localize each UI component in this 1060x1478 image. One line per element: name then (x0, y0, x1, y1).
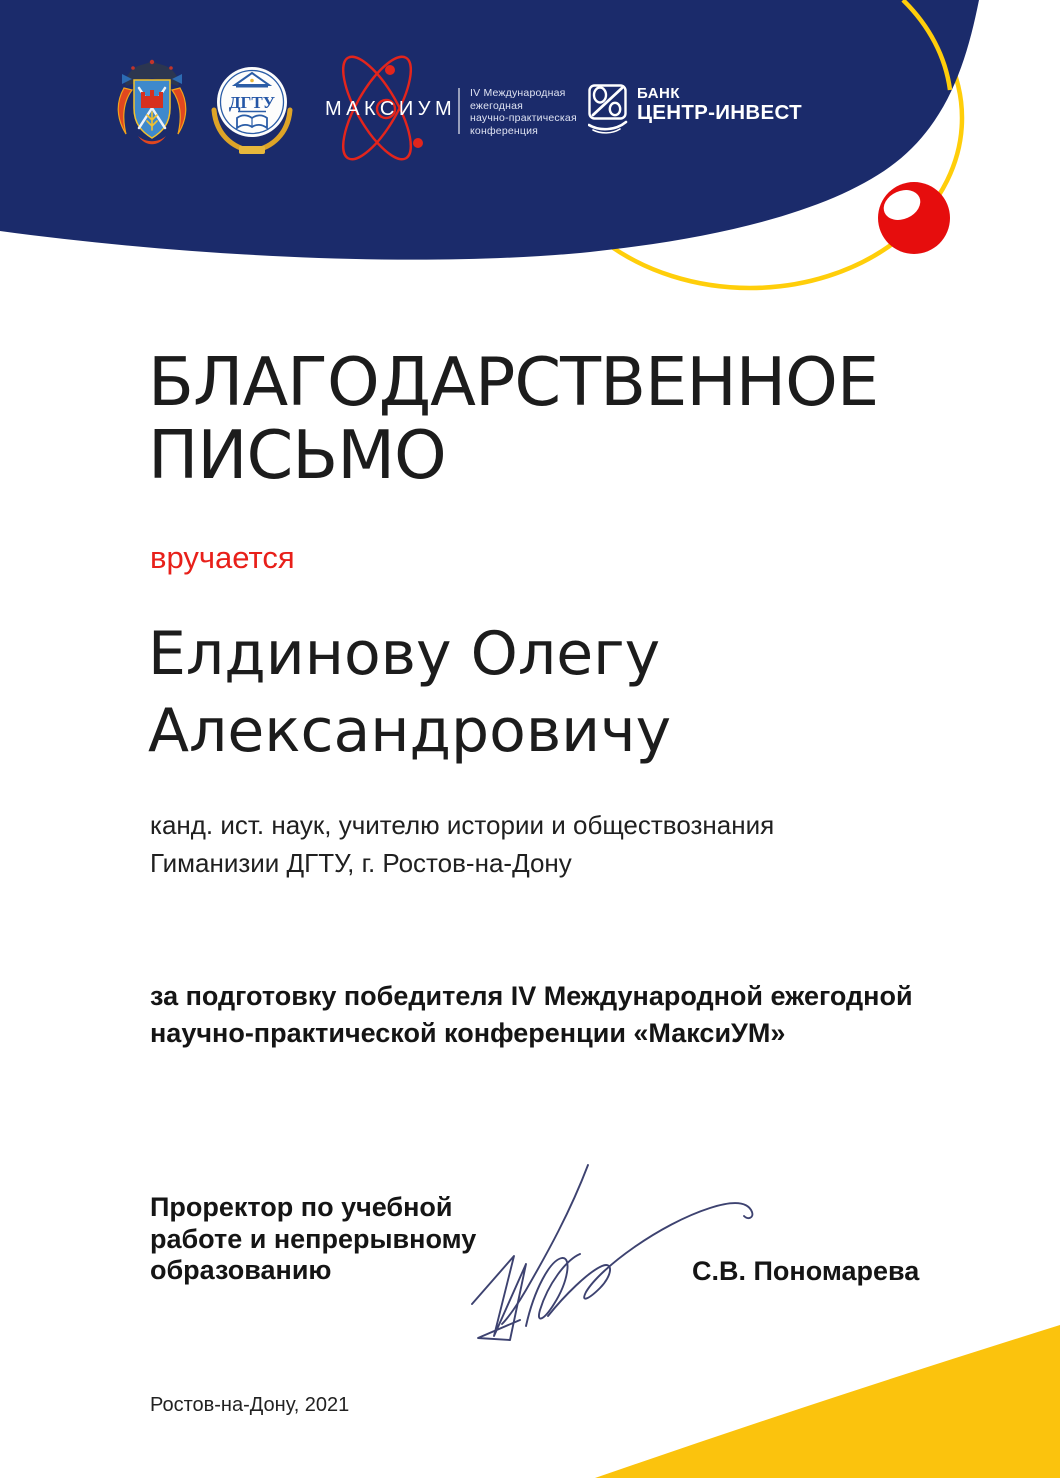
dstu-logo (206, 60, 298, 156)
award-reason-line2: научно-практической конференции «МаксиУМ» (150, 1018, 786, 1048)
signer-role-line2: работе и непрерывному (150, 1223, 477, 1254)
recipient-name (148, 616, 671, 770)
recipient-description-line2: Гиманизии ДГТУ, г. Ростов-на-Дону (150, 848, 572, 878)
maksium-tagline (470, 87, 577, 137)
recipient-description-line1: канд. ист. наук, учителю истории и обществознания (150, 810, 775, 840)
signer-role-line1: Проректор по учебной (150, 1192, 453, 1222)
rostov-coat-of-arms-logo (112, 58, 192, 150)
footer-place-year: Ростов-на-Дону, 2021 (150, 1394, 350, 1416)
letter-title-line2: ПИСЬМО (148, 416, 446, 494)
maksium-divider (458, 88, 460, 134)
bank-percent-icon (588, 84, 628, 136)
signer-role-line3: образованию (150, 1255, 332, 1285)
recipient-name-line1: Елдинову Олегу (148, 619, 661, 689)
signer-name: С.В. Пономарева (692, 1256, 920, 1286)
dstu-logo-text: ДГТУ (228, 93, 276, 112)
presented-label: вручается (150, 540, 295, 575)
right-ribbon (172, 88, 186, 134)
recipient-name-line2: Александровичу (148, 696, 672, 766)
laurel-banner (239, 146, 265, 154)
left-ribbon (118, 88, 132, 134)
red-blob (878, 182, 950, 254)
signer-role (150, 1192, 476, 1287)
maksium-tagline-line: ежегодная (470, 99, 524, 112)
bank-center-invest-logo (588, 84, 802, 136)
maksium-tagline-line: научно-практическая (470, 112, 577, 124)
letter-title-line1: БЛАГОДАРСТВЕННОЕ (148, 343, 879, 421)
letter-title (148, 343, 879, 494)
fortress (141, 90, 163, 108)
award-reason-line1: за подготовку победителя IV Международной ежегодной (150, 981, 913, 1011)
bank-name-line2: ЦЕНТР-ИНВЕСТ (637, 101, 802, 124)
recipient-description (150, 806, 774, 882)
award-reason (150, 978, 913, 1052)
maksium-wordmark: МАКСИУМ (325, 98, 457, 120)
maksium-tagline-line: IV Международная (470, 87, 566, 99)
bank-name-line1: БАНК (637, 85, 681, 102)
maksium-tagline-line: конференция (470, 124, 539, 137)
handwritten-signature (430, 1140, 770, 1370)
